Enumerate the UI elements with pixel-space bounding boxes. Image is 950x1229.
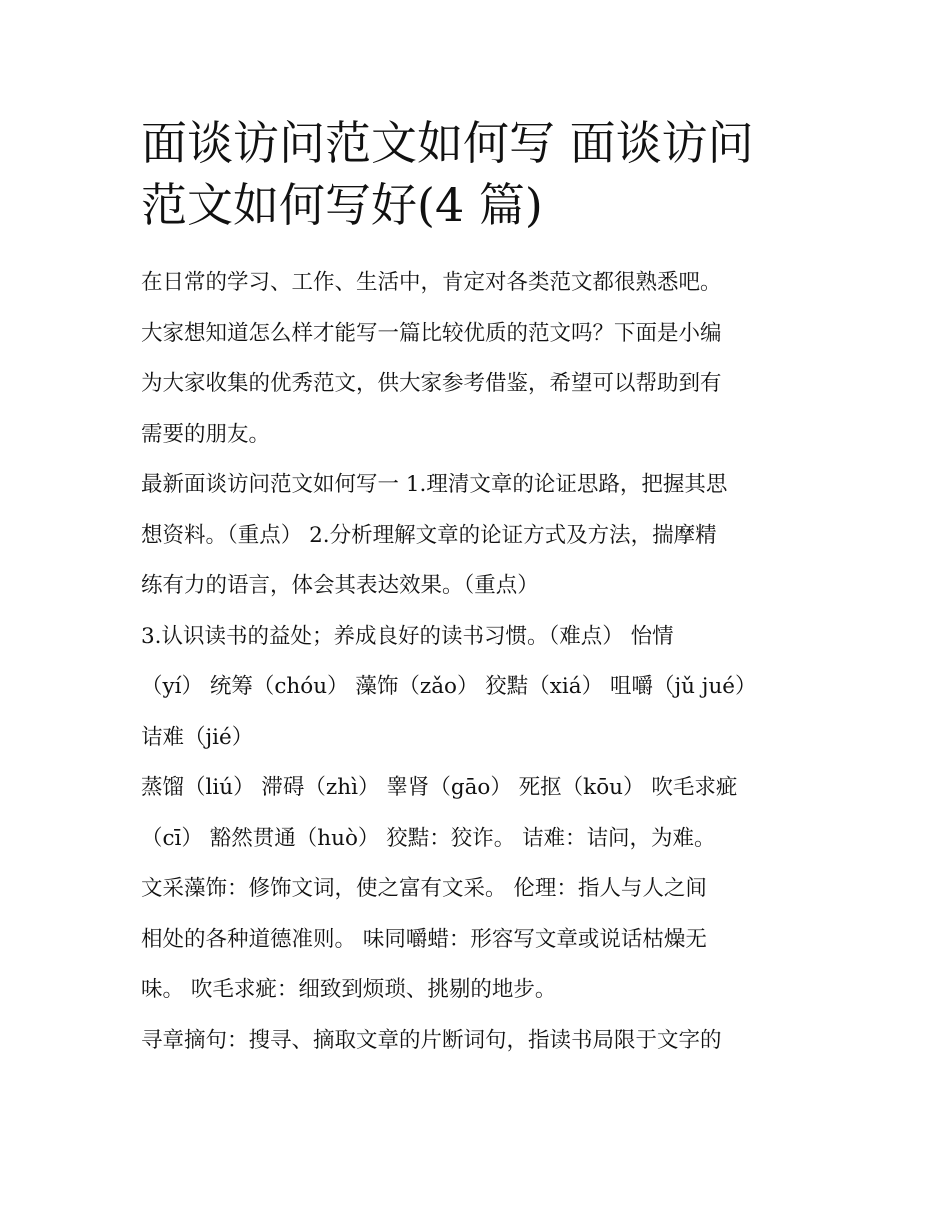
paragraph-pronunciation [141,612,813,764]
text-line: 想资料。（重点） 2.分析理解文章的论证方式及方法，揣摩精 [141,522,717,548]
document-body [141,258,813,1066]
title-line: 面谈访问范文如何写 面谈访问 [141,116,754,170]
title-line: 范文如何写好(4 篇) [141,178,543,232]
paragraph-objectives [141,460,813,612]
text-line: 文采藻饰：修饰文词，使之富有文采。 伦理：指人与人之间 [141,876,707,901]
text-line: 诘难（jié） [141,724,254,750]
text-line: 需要的朋友。 [141,421,271,447]
text-line: 3.认识读书的益处；养成良好的读书习惯。（难点） 怡情 [141,623,674,649]
text-line: 为大家收集的优秀范文，供大家参考借鉴，希望可以帮助到有 [141,371,722,396]
text-line: 大家想知道怎么样才能写一篇比较优质的范文吗？下面是小编 [141,320,722,346]
text-line: 在日常的学习、工作、生活中，肯定对各类范文都很熟悉吧。 [141,270,722,295]
document-title [141,112,813,236]
text-line: 蒸馏（liú） 滞碍（zhì） 睾肾（gāo） 死抠（kōu） 吹毛求疵 [141,775,738,800]
text-line: 练有力的语言，体会其表达效果。（重点） [141,573,539,598]
text-line: 寻章摘句：搜寻、摘取文章的片断词句，指读书局限于文字的 [141,1027,722,1053]
text-line: （cī） 豁然贯通（huò） 狡黠：狡诈。 诘难：诘问，为难。 [141,825,716,851]
document-page [141,112,813,1066]
text-line: 相处的各种道德准则。 味同嚼蜡：形容写文章或说话枯燥无 [141,926,707,952]
paragraph-intro [141,258,813,460]
text-line: 最新面谈访问范文如何写一 1.理清文章的论证思路，把握其思 [141,472,728,497]
text-line: 味。 吹毛求疵：细致到烦琐、挑剔的地步。 [141,977,557,1002]
paragraph-vocabulary [141,763,813,1016]
text-line: （yí） 统筹（chóu） 藻饰（zǎo） 狡黠（xiá） 咀嚼（jǔ jué） [141,674,757,699]
paragraph-definitions [141,1016,813,1067]
